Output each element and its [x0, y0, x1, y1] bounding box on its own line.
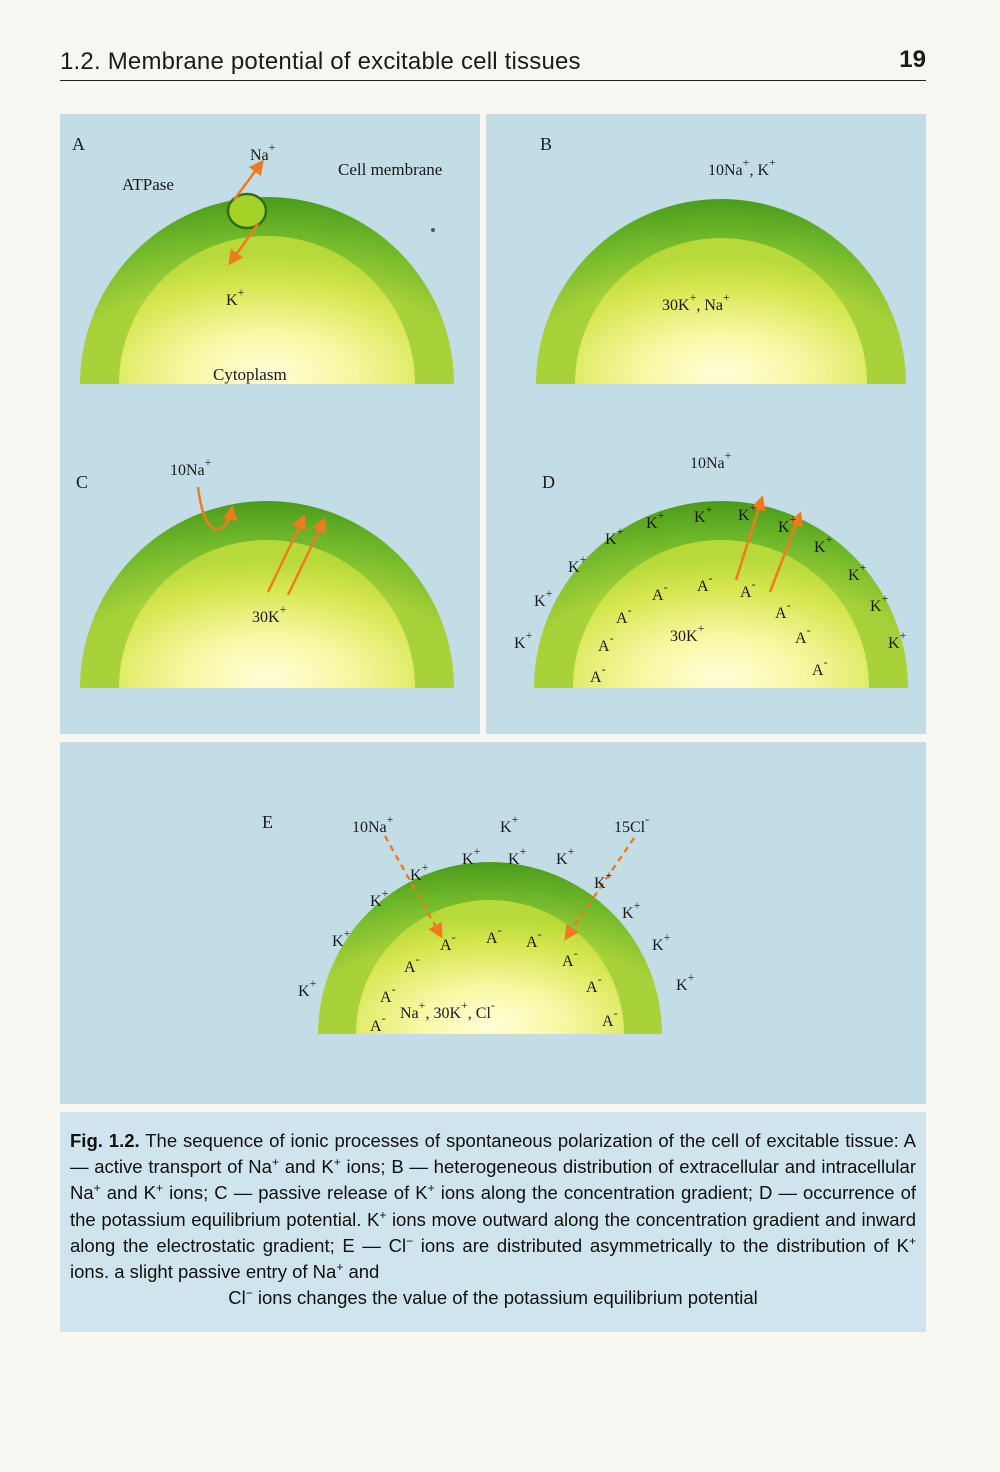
panel-a-k-label: K+ — [226, 285, 245, 309]
k-ion: K+ — [534, 586, 553, 610]
k-ion: K+ — [738, 500, 757, 524]
k-ion: K+ — [332, 926, 351, 950]
anion: A- — [370, 1011, 386, 1035]
k-ion: K+ — [694, 502, 713, 526]
k-ion: K+ — [556, 844, 575, 868]
anion: A- — [795, 623, 811, 647]
anion: A- — [586, 972, 602, 996]
k-ion: K+ — [870, 591, 889, 615]
superscript: + — [908, 1233, 916, 1248]
anion: A- — [380, 982, 396, 1006]
panel-a-letter: A — [72, 134, 85, 154]
superscript: − — [245, 1286, 253, 1301]
caption-label: Fig. 1.2. — [70, 1130, 140, 1151]
panel-e-k-label: K+ — [500, 812, 519, 836]
k-ion: K+ — [410, 860, 429, 884]
superscript: + — [271, 1155, 279, 1170]
caption-text: and K — [106, 1182, 157, 1204]
k-ion: K+ — [508, 844, 527, 868]
k-ion: K+ — [622, 898, 641, 922]
k-ion: K+ — [646, 508, 665, 532]
anion: A- — [590, 662, 606, 686]
caption-text: ions along the concentration gradient; D — occurrence of the potassium equilibrium potential. K — [70, 1182, 917, 1230]
anion: A- — [526, 927, 542, 951]
caption-text: and K — [284, 1156, 334, 1178]
superscript: + — [427, 1181, 435, 1196]
anion: A- — [775, 598, 791, 622]
caption-text: ions; B — heterogeneous distribution of extracellular and intracellular Na — [70, 1156, 916, 1204]
page-number: 19 — [899, 46, 926, 73]
cell-membrane-label: Cell membrane — [338, 160, 443, 179]
caption-text: The sequence of ionic processes of spontaneous polarization of the cell of excitable tissue: A — active transport of Na — [70, 1130, 916, 1178]
anion: A- — [697, 571, 713, 595]
k-ion: K+ — [778, 512, 797, 536]
anion: A- — [652, 580, 668, 604]
k-ion: K+ — [676, 970, 695, 994]
superscript: + — [93, 1181, 101, 1196]
panel-e-inside-label: Na+, 30K+, Cl- — [400, 998, 495, 1022]
caption-text: Cl — [228, 1287, 246, 1309]
panel-e-letter: E — [262, 812, 273, 832]
anion: A- — [616, 603, 632, 627]
anion: A- — [404, 952, 420, 976]
k-ion: K+ — [652, 930, 671, 954]
panel-e-cl-label: 15Cl- — [614, 812, 650, 836]
k-ion: K+ — [462, 844, 481, 868]
panel-d-letter: D — [542, 472, 555, 492]
cytoplasm-label: Cytoplasm — [213, 365, 287, 384]
k-ion: K+ — [594, 868, 613, 892]
caption-text: and — [348, 1261, 380, 1283]
membrane-dot-icon — [431, 228, 435, 232]
k-ion: K+ — [370, 886, 389, 910]
k-ion: K+ — [514, 628, 533, 652]
panel-a-na-label: Na+ — [250, 140, 276, 164]
running-header-title: 1.2. Membrane potential of excitable cell tissues — [60, 48, 581, 75]
panel-c-k-label: 30K+ — [252, 602, 287, 626]
caption-text: ions move outward along the concentration gradient and inward along the electrostatic gradient; E — Cl — [70, 1208, 916, 1256]
k-ion: K+ — [605, 524, 624, 548]
atpase-label: ATPase — [122, 175, 174, 194]
k-ion: K+ — [848, 560, 867, 584]
anion: A- — [440, 930, 456, 954]
panel-b-inside-label: 30K+, Na+ — [662, 290, 730, 314]
superscript: + — [336, 1259, 344, 1274]
caption-text: ions. a slight passive entry of Na — [70, 1261, 337, 1283]
caption-text: ions are distributed asymmetrically to the distribution of K — [420, 1234, 909, 1256]
anion: A- — [812, 655, 828, 679]
panel-c-na-label: 10Na+ — [170, 455, 212, 479]
panel-d-k-inside-label: 30K+ — [670, 621, 705, 645]
panel-d-na-label: 10Na+ — [690, 448, 732, 472]
anion: A- — [486, 923, 502, 947]
panel-e-na-label: 10Na+ — [352, 812, 394, 836]
panel-b-letter: B — [540, 134, 553, 154]
k-ion: K+ — [888, 628, 907, 652]
k-ion: K+ — [814, 532, 833, 556]
caption-last-line — [70, 1285, 916, 1311]
panel-c-letter: C — [76, 472, 89, 492]
figure-caption — [70, 1128, 916, 1311]
caption-text: ions; C — passive release of K — [169, 1182, 428, 1204]
anion: A- — [598, 631, 614, 655]
panel-b-outside-label: 10Na+, K+ — [708, 155, 776, 179]
superscript: + — [333, 1155, 341, 1170]
k-ion: K+ — [298, 976, 317, 1000]
superscript: − — [406, 1233, 414, 1248]
caption-text: ions changes the value of the potassium equilibrium potential — [257, 1287, 758, 1309]
k-ion: K+ — [568, 552, 587, 576]
anion: A- — [562, 946, 578, 970]
anion: A- — [740, 577, 756, 601]
superscript: + — [156, 1181, 164, 1196]
anion: A- — [602, 1006, 618, 1030]
superscript: + — [379, 1207, 387, 1222]
